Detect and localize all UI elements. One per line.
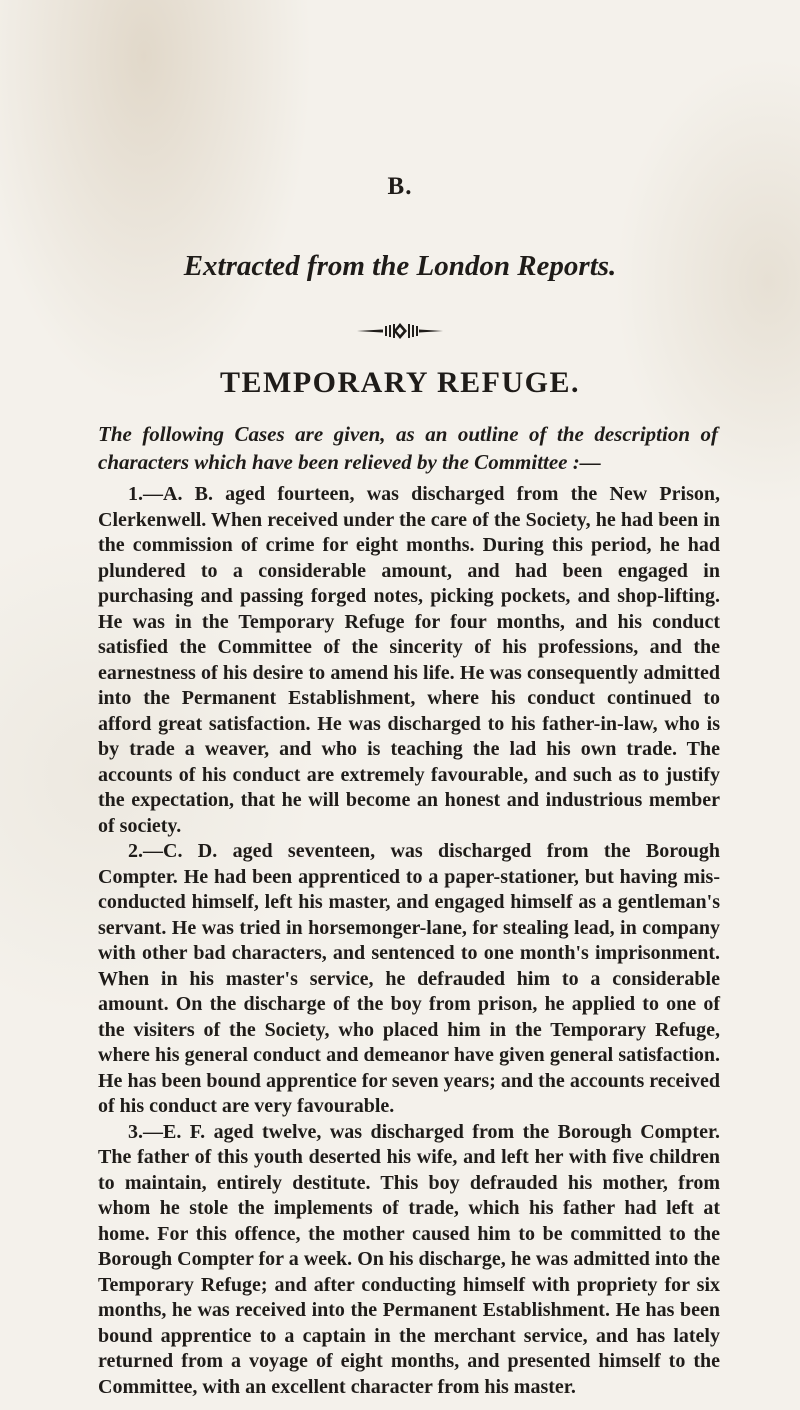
decorative-divider-icon xyxy=(355,322,445,340)
cases-list xyxy=(98,482,720,1400)
case-paragraph-3: 3.—E. F. aged twelve, was discharged from the Borough Compter. The father of this youth deserted his wife, and left her with five children to maintain, entirely destitute. This boy defrauded his mother, from whom he stole the implements of trade, which his father had left at home. For this offence, the mother caused him to be committed to the Borough Compter for a week. On his discharge, he was admitted into the Temporary Refuge; and after conducting himself with propriety for six months, he was received into the Permanent Establishment. He has been bound apprentice to a captain in the merchant service, and has lately returned from a voyage of eight months, and presented himself to the Committee, with an excellent character from his master. xyxy=(98,1120,720,1398)
case-paragraph-2: 2.—C. D. aged seventeen, was discharged from the Borough Compter. He had been apprenticed to a paper-stationer, but having mis-conducted himself, left his master, and engaged himself as a gentleman's servant. He was tried in horsemonger-lane, for stealing lead, in company with other bad characters, and sentenced to one month's imprisonment. When in his master's service, he defrauded him to a considerable amount. On the discharge of the boy from prison, he applied to one of the visiters of the Society, who placed him in the Temporary Refuge, where his general conduct and demeanor have given general satisfaction. He has been bound apprentice for seven years; and the accounts received of his conduct are very favourable. xyxy=(98,840,720,1117)
section-title: TEMPORARY REFUGE. xyxy=(220,366,580,399)
page-heading: Extracted from the London Reports. xyxy=(183,250,617,282)
intro-paragraph: The following Cases are given, as an outline of the description of characters which have been relieved by the Committee :— xyxy=(98,422,718,474)
case-paragraph-1: 1.—A. B. aged fourteen, was discharged from the New Prison, Clerkenwell. When received under the care of the Society, he had been in the commission of crime for eight months. During this period, he had plundered to a considerable amount, and had been engaged in purchasing and passing forged notes, picking pockets, and shop-lifting. He was in the Temporary Refuge for four months, and his conduct satisfied the Committee of the sincerity of his professions, and the earnestness of his desire to amend his life. He was consequently admitted into the Permanent Establishment, where his conduct continued to afford great satisfaction. He was discharged to his father-in-law, who is by trade a weaver, and who is teaching the lad his own trade. The accounts of his conduct are extremely favourable, and such as to justify the expectation, that he will become an honest and industrious member of society. xyxy=(98,483,720,837)
section-letter: B. xyxy=(387,173,413,200)
